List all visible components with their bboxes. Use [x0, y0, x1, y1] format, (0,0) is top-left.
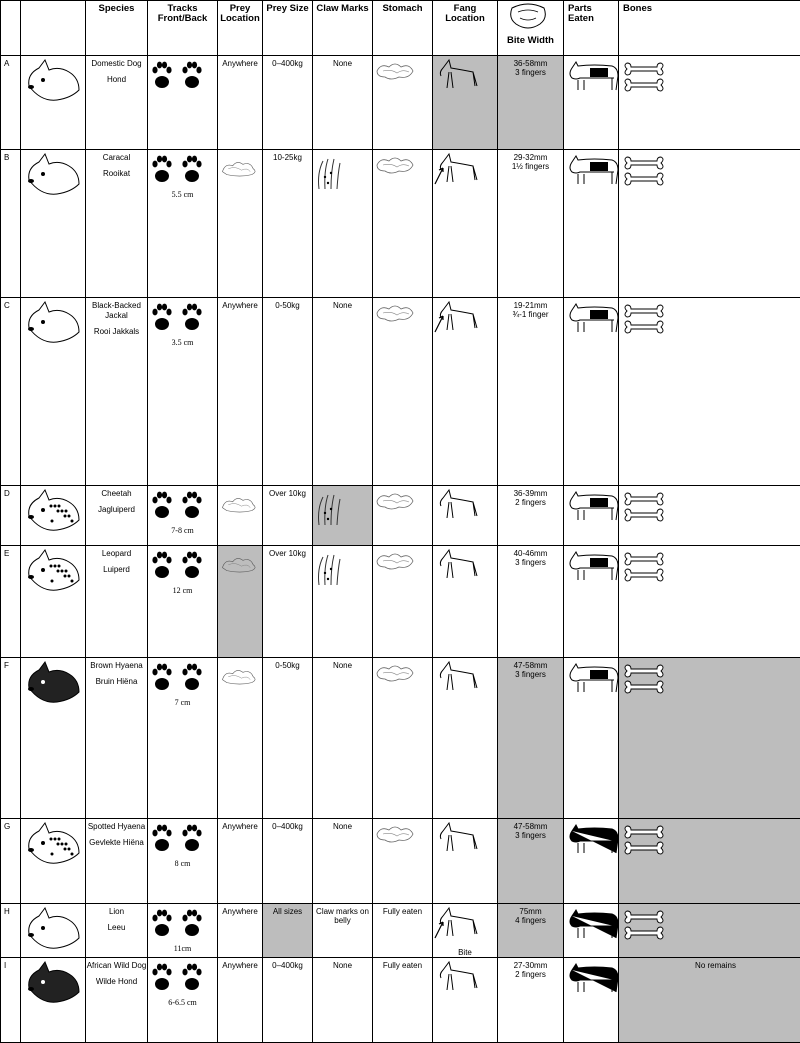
bite-fingers: 2 fingers — [515, 970, 546, 979]
stomach-icon — [373, 822, 432, 848]
prey-location-cell — [218, 904, 263, 958]
bite-width-cell — [498, 546, 564, 658]
tree-prey-sketch-icon — [218, 549, 262, 579]
tree-prey-sketch-icon — [218, 489, 262, 519]
prey-size-cell — [263, 819, 313, 904]
bite-width-cell — [498, 958, 564, 1043]
goat-fang-icon — [433, 56, 497, 100]
row-letter: G — [1, 819, 21, 904]
afrikaans-name: Rooi Jakkals — [86, 327, 147, 337]
bones-cell — [619, 486, 800, 546]
fang-location-cell — [433, 486, 498, 546]
parts-eaten-cell — [564, 298, 619, 486]
carcass-icon — [564, 298, 618, 338]
stomach-cell — [373, 298, 433, 486]
species-cell — [86, 56, 148, 150]
row-letter: D — [1, 486, 21, 546]
fang-location-cell — [433, 658, 498, 819]
track-scale: 7-8 cm — [171, 526, 193, 535]
bite-fingers: 3 fingers — [515, 670, 546, 679]
bite-fingers: 4 fingers — [515, 916, 546, 925]
header-picture — [21, 1, 86, 56]
header-stomach: Stomach — [373, 1, 433, 56]
parts-eaten-cell — [564, 819, 619, 904]
claw-marks-cell — [313, 150, 373, 298]
prey-size-cell — [263, 546, 313, 658]
header-bones: Bones — [619, 1, 800, 56]
track-scale: 8 cm — [175, 859, 191, 868]
track-scale: 12 cm — [173, 586, 193, 595]
parts-eaten-cell — [564, 958, 619, 1043]
paw-print-icon — [148, 150, 217, 190]
parts-eaten-cell — [564, 658, 619, 819]
prey-location-cell — [218, 486, 263, 546]
predator-rows — [0, 55, 800, 1043]
claw-marks-cell — [313, 56, 373, 150]
species-name: Cheetah — [101, 489, 131, 498]
bite-width-label: Bite Width — [507, 35, 554, 46]
stomach-icon — [373, 301, 432, 327]
species-name: Brown Hyaena — [90, 661, 142, 670]
carcass-icon — [564, 150, 618, 190]
bone-icon — [619, 822, 800, 858]
bite-mm: 27-30mm — [514, 961, 548, 970]
species-cell — [86, 546, 148, 658]
prey-size: 0–400kg — [272, 822, 303, 831]
tracks-cell — [148, 546, 218, 658]
paw-print-icon — [148, 658, 217, 698]
row-letter: C — [1, 298, 21, 486]
prey-location-cell — [218, 150, 263, 298]
bite-width-cell — [498, 298, 564, 486]
species-cell — [86, 904, 148, 958]
header-prey-size: Prey Size — [263, 1, 313, 56]
tree-prey-sketch-icon — [218, 153, 262, 183]
bite-fingers: 1½ fingers — [512, 162, 549, 171]
paw-print-icon — [148, 819, 217, 859]
track-scale: 6-6.5 cm — [168, 998, 196, 1007]
fang-location-cell — [433, 958, 498, 1043]
bones-cell — [619, 658, 800, 819]
predator-row — [1, 56, 800, 150]
stomach-icon — [373, 549, 432, 575]
paw-print-icon — [148, 546, 217, 586]
header-bite-width — [498, 1, 564, 56]
claw-marks-icon — [313, 489, 372, 529]
claw-marks: None — [333, 301, 352, 310]
predator-row — [1, 486, 800, 546]
prey-location: Anywhere — [222, 961, 258, 970]
bite-mm: 29-32mm — [514, 153, 548, 162]
stomach-cell — [373, 658, 433, 819]
row-letter: F — [1, 658, 21, 819]
prey-size-cell — [263, 486, 313, 546]
species-name: Leopard — [102, 549, 131, 558]
stomach-cell — [373, 150, 433, 298]
claw-marks-cell — [313, 904, 373, 958]
tracks-cell — [148, 958, 218, 1043]
stomach-cell — [373, 904, 433, 958]
claw-marks: None — [333, 59, 352, 68]
bones-cell — [619, 904, 800, 958]
carcass-icon — [564, 958, 618, 998]
stomach-icon — [373, 153, 432, 179]
header-parts-eaten: Parts Eaten — [564, 1, 619, 56]
prey-location: Anywhere — [222, 59, 258, 68]
row-letter: E — [1, 546, 21, 658]
fang-location-cell — [433, 904, 498, 958]
prey-size-cell — [263, 904, 313, 958]
predator-row — [1, 150, 800, 298]
stomach-cell — [373, 486, 433, 546]
prey-size-cell — [263, 298, 313, 486]
paw-print-icon — [148, 904, 217, 944]
prey-size: 0–400kg — [272, 59, 303, 68]
tracks-cell — [148, 904, 218, 958]
jaw-icon — [498, 2, 558, 36]
prey-size: Over 10kg — [269, 549, 306, 558]
species-name: Domestic Dog — [91, 59, 141, 68]
bite-width-cell — [498, 819, 564, 904]
track-scale: 5.5 cm — [172, 190, 194, 199]
tracks-cell — [148, 819, 218, 904]
predator-head-icon — [21, 150, 86, 298]
parts-eaten-cell — [564, 486, 619, 546]
species-cell — [86, 150, 148, 298]
afrikaans-name: Rooikat — [86, 169, 147, 179]
bite-mm: 36-58mm — [514, 59, 548, 68]
predator-head-icon — [21, 904, 86, 958]
bite-fingers: 2 fingers — [515, 498, 546, 507]
header-species: Species — [86, 1, 148, 56]
species-cell — [86, 486, 148, 546]
prey-location: Anywhere — [222, 301, 258, 310]
bones-cell — [619, 819, 800, 904]
header-fang-location: Fang Location — [433, 1, 498, 56]
goat-fang-icon — [433, 904, 497, 948]
carcass-icon — [564, 819, 618, 859]
tracks-cell — [148, 56, 218, 150]
stomach-cell — [373, 546, 433, 658]
predator-head-icon — [21, 298, 86, 486]
row-letter: I — [1, 958, 21, 1043]
predator-head-icon — [21, 546, 86, 658]
claw-marks: None — [333, 961, 352, 970]
bite-width-cell — [498, 486, 564, 546]
prey-size-cell — [263, 150, 313, 298]
bones-cell — [619, 546, 800, 658]
prey-location-cell — [218, 958, 263, 1043]
afrikaans-name: Jagluiperd — [86, 505, 147, 515]
bite-label: Bite — [458, 948, 472, 957]
predator-row — [1, 658, 800, 819]
goat-fang-icon — [433, 486, 497, 530]
paw-print-icon — [148, 958, 217, 998]
bones-cell — [619, 56, 800, 150]
bone-icon — [619, 153, 800, 189]
parts-eaten-cell — [564, 150, 619, 298]
bone-icon — [619, 907, 800, 943]
bite-fingers: 3 fingers — [515, 68, 546, 77]
bones-cell — [619, 958, 800, 1043]
carcass-icon — [564, 904, 618, 944]
predator-row — [1, 546, 800, 658]
header-row — [1, 1, 800, 56]
predator-row — [1, 958, 800, 1043]
stomach-icon — [373, 59, 432, 85]
parts-eaten-cell — [564, 56, 619, 150]
prey-location: Anywhere — [222, 822, 258, 831]
predator-head-icon — [21, 658, 86, 819]
carcass-icon — [564, 658, 618, 698]
prey-size: 0–400kg — [272, 961, 303, 970]
bite-mm: 19-21mm — [514, 301, 548, 310]
predator-row — [1, 904, 800, 958]
predator-row — [1, 819, 800, 904]
fang-location-cell — [433, 298, 498, 486]
header-tracks: Tracks Front/Back — [148, 1, 218, 56]
goat-fang-icon — [433, 546, 497, 590]
tree-prey-sketch-icon — [218, 661, 262, 691]
claw-marks-cell — [313, 819, 373, 904]
tracks-cell — [148, 150, 218, 298]
afrikaans-name: Luiperd — [86, 565, 147, 575]
stomach-icon — [373, 489, 432, 515]
species-name: Caracal — [103, 153, 131, 162]
bite-fingers: ¾-1 finger — [512, 310, 548, 319]
species-cell — [86, 658, 148, 819]
species-cell — [86, 298, 148, 486]
claw-marks-cell — [313, 958, 373, 1043]
row-letter: H — [1, 904, 21, 958]
claw-marks: Claw marks on belly — [316, 907, 369, 925]
claw-marks-icon — [313, 549, 372, 589]
prey-location: Anywhere — [222, 907, 258, 916]
stomach-icon — [373, 661, 432, 687]
prey-size: 0-50kg — [275, 301, 299, 310]
prey-location-cell — [218, 298, 263, 486]
bones-cell — [619, 298, 800, 486]
predator-head-icon — [21, 56, 86, 150]
bite-width-cell — [498, 658, 564, 819]
predator-identification-table — [0, 0, 800, 56]
prey-location-cell — [218, 546, 263, 658]
prey-location-cell — [218, 56, 263, 150]
prey-size: Over 10kg — [269, 489, 306, 498]
bone-icon — [619, 59, 800, 95]
species-name: Spotted Hyaena — [88, 822, 145, 831]
prey-size-cell — [263, 658, 313, 819]
claw-marks-cell — [313, 546, 373, 658]
bone-icon — [619, 661, 800, 697]
stomach-text: Fully eaten — [383, 961, 422, 970]
stomach-cell — [373, 56, 433, 150]
predator-head-icon — [21, 958, 86, 1043]
species-name: Black-Backed Jackal — [92, 301, 141, 320]
carcass-icon — [564, 56, 618, 96]
stomach-cell — [373, 819, 433, 904]
bite-mm: 36-39mm — [514, 489, 548, 498]
track-scale: 3.5 cm — [172, 338, 194, 347]
predator-head-icon — [21, 819, 86, 904]
parts-eaten-cell — [564, 904, 619, 958]
prey-size-cell — [263, 56, 313, 150]
bite-fingers: 3 fingers — [515, 558, 546, 567]
fang-location-cell — [433, 546, 498, 658]
fang-location-cell — [433, 819, 498, 904]
bite-width-cell — [498, 56, 564, 150]
claw-marks-icon — [313, 153, 372, 193]
paw-print-icon — [148, 56, 217, 96]
prey-size: 0-50kg — [275, 661, 299, 670]
prey-location-cell — [218, 658, 263, 819]
bite-mm: 47-58mm — [514, 661, 548, 670]
bite-width-cell — [498, 904, 564, 958]
bite-mm: 47-58mm — [514, 822, 548, 831]
carcass-icon — [564, 486, 618, 526]
header-claw-marks: Claw Marks — [313, 1, 373, 56]
track-scale: 11cm — [174, 944, 191, 953]
row-letter: B — [1, 150, 21, 298]
claw-marks-cell — [313, 298, 373, 486]
species-name: Lion — [109, 907, 124, 916]
bone-icon — [619, 301, 800, 337]
carcass-icon — [564, 546, 618, 586]
tracks-cell — [148, 298, 218, 486]
header-letter — [1, 1, 21, 56]
paw-print-icon — [148, 486, 217, 526]
claw-marks: None — [333, 822, 352, 831]
fang-location-cell — [433, 56, 498, 150]
bite-fingers: 3 fingers — [515, 831, 546, 840]
afrikaans-name: Bruin Hiëna — [86, 677, 147, 687]
prey-size: All sizes — [273, 907, 302, 916]
paw-print-icon — [148, 298, 217, 338]
claw-marks-cell — [313, 486, 373, 546]
species-cell — [86, 958, 148, 1043]
afrikaans-name: Hond — [86, 75, 147, 85]
goat-fang-icon — [433, 658, 497, 702]
afrikaans-name: Leeu — [86, 923, 147, 933]
bones-cell — [619, 150, 800, 298]
tracks-cell — [148, 486, 218, 546]
goat-fang-icon — [433, 298, 497, 342]
bite-mm: 40-46mm — [514, 549, 548, 558]
claw-marks-cell — [313, 658, 373, 819]
bones-text: No remains — [695, 961, 736, 970]
stomach-text: Fully eaten — [383, 907, 422, 916]
prey-size: 10-25kg — [273, 153, 302, 162]
species-cell — [86, 819, 148, 904]
parts-eaten-cell — [564, 546, 619, 658]
fang-location-cell — [433, 150, 498, 298]
goat-fang-icon — [433, 819, 497, 863]
prey-location-cell — [218, 819, 263, 904]
bone-icon — [619, 489, 800, 525]
bite-width-cell — [498, 150, 564, 298]
goat-fang-icon — [433, 958, 497, 1002]
bite-mm: 75mm — [519, 907, 541, 916]
afrikaans-name: Wilde Hond — [86, 977, 147, 987]
claw-marks: None — [333, 661, 352, 670]
afrikaans-name: Gevlekte Hiëna — [86, 838, 147, 848]
header-prey-location: Prey Location — [218, 1, 263, 56]
predator-row — [1, 298, 800, 486]
species-name: African Wild Dog — [87, 961, 147, 970]
predator-head-icon — [21, 486, 86, 546]
track-scale: 7 cm — [175, 698, 191, 707]
bone-icon — [619, 549, 800, 585]
tracks-cell — [148, 658, 218, 819]
stomach-cell — [373, 958, 433, 1043]
prey-size-cell — [263, 958, 313, 1043]
goat-fang-icon — [433, 150, 497, 194]
row-letter: A — [1, 56, 21, 150]
